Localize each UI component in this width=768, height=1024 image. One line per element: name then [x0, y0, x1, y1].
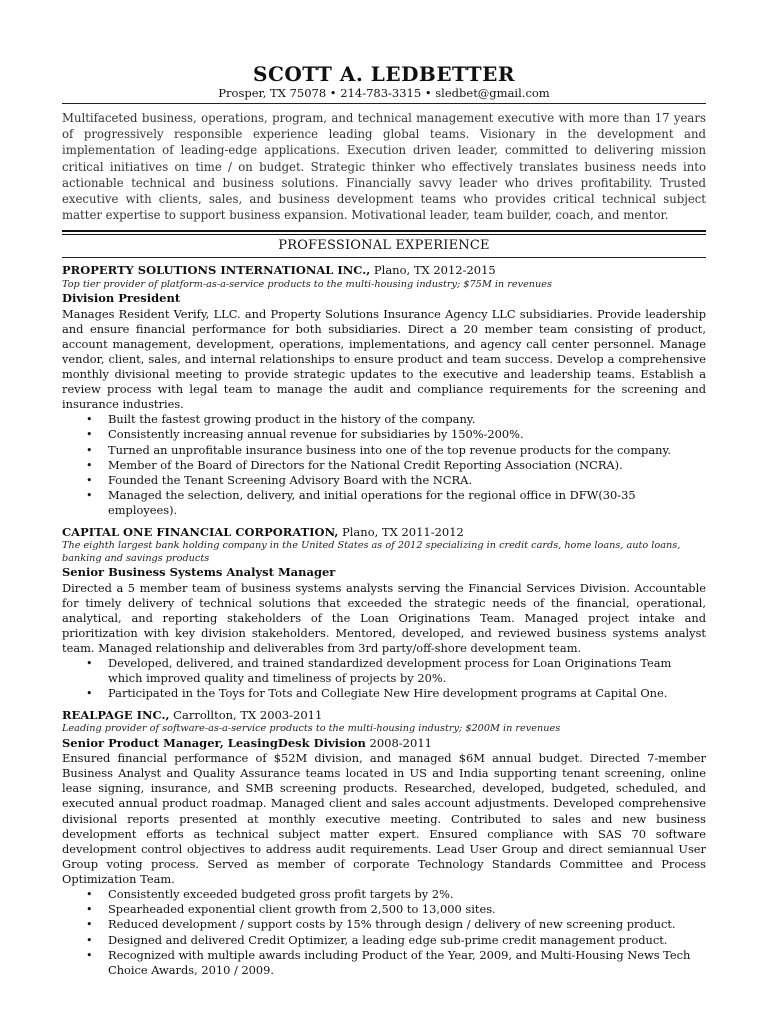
job-title-line: [62, 565, 706, 581]
job-description: Manages Resident Verify, LLC. and Property Solutions Insurance Agency LLC subsidiaries. Provide leadership and ensure financial performance for both subsidiaries. Direct a 20 member team consisting of product, account management, development, operations, implementations, and agency call center personnel. Manage vendor, client, sales, and internal relationships to ensure product and team success. Develop a comprehensive monthly divisional meeting to provide strategic updates to the executive and leadership teams. Establish a review process with legal team to manage the audit and compliance requirements for the screening and insurance industries.: [62, 306, 706, 412]
job-title: Senior Product Manager, LeasingDesk Division: [62, 735, 366, 750]
company-location: Plano, TX 2011-2012: [338, 524, 464, 539]
achievement-item: • Member of the Board of Directors for the National Credit Reporting Association (NCRA).: [108, 458, 706, 473]
company-tagline: The eighth largest bank holding company in the United States as of 2012 specializing in credit cards, home loans, auto loans, banking and savings products: [62, 540, 681, 564]
candidate-name: SCOTT A. LEDBETTER: [253, 62, 515, 86]
contact-line: Prosper, TX 75078 • 214-783-3315 • sledbet@gmail.com: [218, 86, 550, 100]
achievement-item: • Consistently increasing annual revenue for subsidiaries by 150%-200%.: [108, 427, 706, 442]
job-dates: 2008-2011: [365, 735, 432, 750]
achievement-item: • Built the fastest growing product in the history of the company.: [108, 412, 706, 427]
job-entry: [62, 708, 706, 979]
achievement-item: • Developed, delivered, and trained standardized development process for Loan Originations Team which improved quality and timeliness of projects by 20%.: [108, 656, 706, 686]
summary-paragraph: Multifaceted business, operations, program, and technical management executive with more than 17 years of progressively responsible experience leading global teams. Visionary in the development and implementation of leading-edge applications. Execution driven leader, committed to delivering mission critical initiatives on time / on budget. Strategic thinker who effectively translates business needs into actionable technical and business solutions. Financially savvy leader who drives profitability. Trusted executive with clients, sales, and business development teams who provides critical technical subject matter expertise to support business expansion. Motivational leader, team builder, coach, and mentor.: [62, 111, 706, 223]
achievement-item: • Reduced development / support costs by 15% through design / delivery of new screening product.: [108, 917, 706, 932]
achievement-list: [62, 412, 706, 518]
achievement-item: • Spearheaded exponential client growth from 2,500 to 13,000 sites.: [108, 902, 706, 917]
company-tagline: Leading provider of software-as-a-service products to the multi-housing industry; $200M in revenues: [62, 723, 561, 735]
achievement-list: [62, 887, 706, 978]
achievement-list: [62, 656, 706, 702]
company-line: [62, 708, 706, 724]
achievement-item: • Managed the selection, delivery, and initial operations for the regional office in DFW(30-35 employees).: [108, 488, 706, 518]
header-divider: [62, 103, 706, 104]
job-title: Senior Business Systems Analyst Manager: [62, 565, 336, 580]
achievement-item: • Turned an unprofitable insurance business into one of the top revenue products for the company.: [108, 443, 706, 458]
achievement-item: • Recognized with multiple awards including Product of the Year, 2009, and Multi-Housing News Tech Choice Awards, 2010 / 2009.: [108, 948, 706, 978]
company-name: CAPITAL ONE FINANCIAL CORPORATION,: [62, 524, 339, 539]
achievement-item: • Designed and delivered Credit Optimizer, a leading edge sub-prime credit management product.: [108, 933, 706, 948]
company-line: [62, 263, 706, 279]
section-title-underline: [62, 257, 706, 258]
experience-list: [62, 263, 706, 978]
company-name: PROPERTY SOLUTIONS INTERNATIONAL INC.,: [62, 263, 371, 277]
job-description: Ensured financial performance of $52M division, and managed $6M annual budget. Directed 7-member Business Analyst and Quality Assurance teams located in US and India supporting tenant screening, online lease signing, insurance, and SMB screening products. Researched, developed, budgeted, scheduled, and executed annual product roadmap. Managed client and sales account adjustments. Developed comprehensive divisional reports presented at monthly executive meeting. Contributed to sales and new business development efforts as technical subject matter expert. Ensured compliance with SAS 70 software development control objectives to address audit requirements. Lead User Group and direct semiannual User Group voting process. Served as member of corporate Technology Standards Committee and Process Optimization Team.: [62, 751, 706, 886]
job-title-line: [62, 291, 706, 307]
company-line: [62, 525, 706, 541]
job-title-line: [62, 736, 706, 752]
job-entry: [62, 525, 706, 702]
section-divider-thin: [62, 234, 706, 235]
company-name: REALPAGE INC.,: [62, 707, 170, 722]
job-entry: [62, 263, 706, 519]
company-location: Plano, TX 2012-2015: [370, 263, 496, 277]
achievement-item: • Founded the Tenant Screening Advisory Board with the NCRA.: [108, 473, 706, 488]
section-divider-thick: [62, 230, 706, 232]
section-title: PROFESSIONAL EXPERIENCE: [278, 238, 490, 253]
job-title: Division President: [62, 291, 181, 305]
achievement-item: • Consistently exceeded budgeted gross profit targets by 2%.: [108, 887, 706, 902]
achievement-item: • Participated in the Toys for Tots and Collegiate New Hire development programs at Capital One.: [108, 686, 706, 701]
company-location: Carrollton, TX 2003-2011: [169, 707, 323, 722]
job-description: Directed a 5 member team of business systems analysts serving the Financial Services Division. Accountable for timely delivery of technical solutions that exceeded the strategic needs of the financial, operational, analytical, and reporting stakeholders of the Loan Originations Team. Managed project intake and prioritization with key division stakeholders. Mentored, developed, and reviewed business systems analyst team. Managed relationship and deliverables from 3rd party/off-shore development team.: [62, 580, 706, 655]
company-tagline: Top tier provider of platform-as-a-service products to the multi-housing industry; $75M in revenues: [62, 278, 552, 290]
